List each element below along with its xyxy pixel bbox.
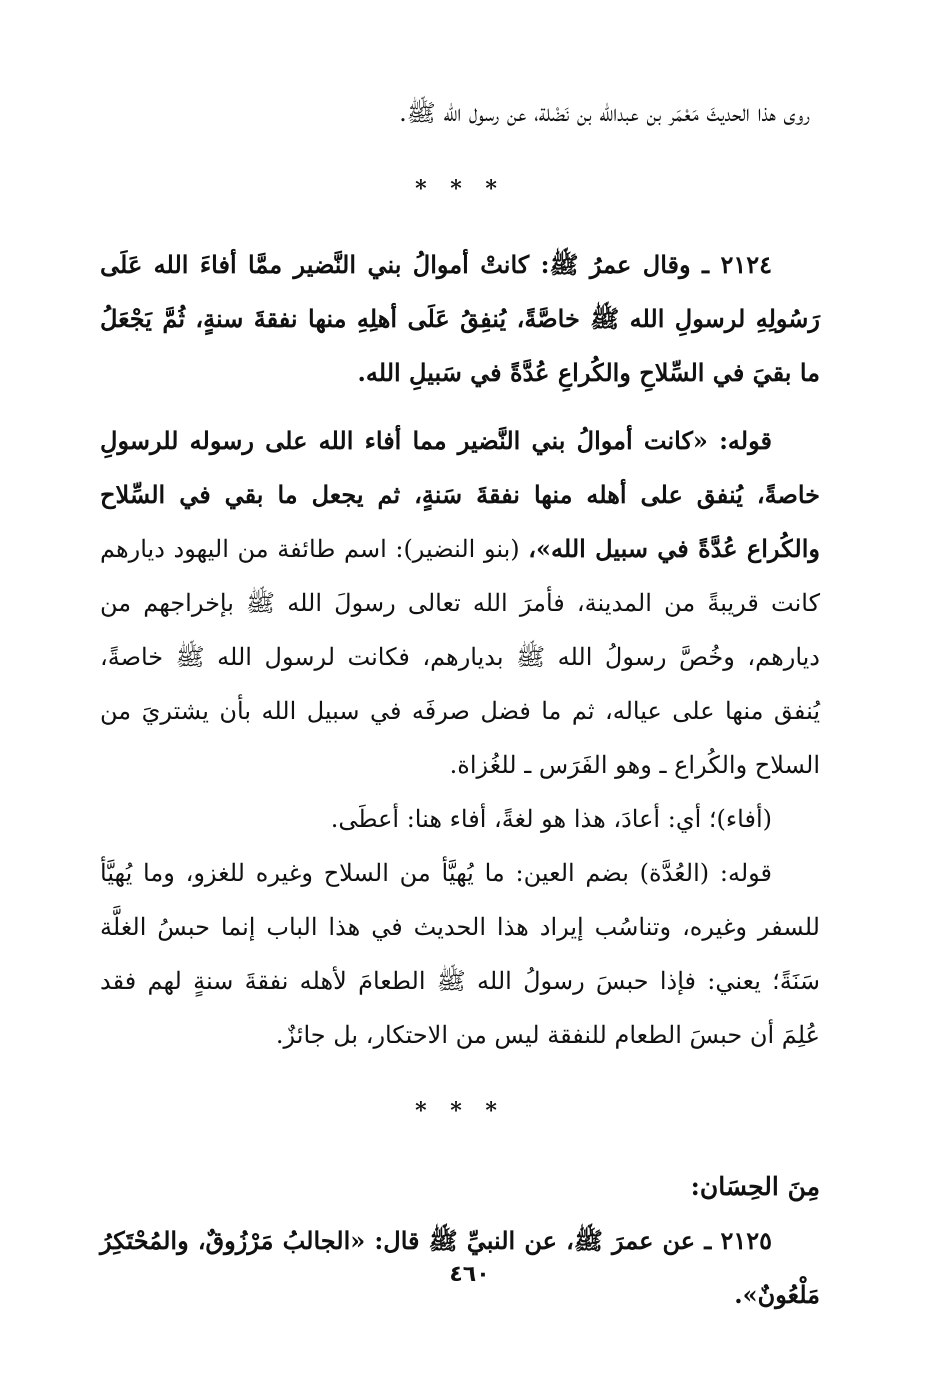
intro-line: روى هذا الحديثَ مَعْمَر بن عبدالله بن نَضْلة، عن رسول الله ﷺ. bbox=[399, 99, 810, 127]
commentary-explanation: (بنو النضير): اسم طائفة من اليهود ديارهم كانت قريبةً من المدينة، فأمرَ الله تعالى رسولَ الله ﷺ بإخراجهم من ديارهم، وخُصَّ رسولُ الله ﷺ بديارهم، فكانت لرسول الله ﷺ خاصةً، يُنفق منها على عياله، ثم ما فضل صرفَه في سبيل الله بأن يشتريَ من السلاح والكُراع ـ وهو الفَرَس ـ للغُزاة. bbox=[100, 535, 820, 779]
commentary-quote: قوله: «كانت أموالُ بني النَّضير مما أفاء الله على رسوله للرسولِ خاصةً، يُنفق على أهله منها نفقةَ سَنةٍ، ثم يجعل ما بقي في السِّلاح والكُراع عُدَّةً في سبيل الله»، bbox=[100, 426, 820, 563]
spacer bbox=[100, 400, 820, 414]
page-number: ٤٦٠ bbox=[449, 1262, 490, 1287]
hadith-2125: ٢١٢٥ ـ عن عمرَ ﷺ، عن النبيِّ ﷺ قال: «الجالبُ مَرْزُوقٌ، والمُحْتَكِرُ مَلْعُونٌ». bbox=[100, 1226, 820, 1309]
section-separator: * * * bbox=[415, 176, 505, 202]
page-body bbox=[100, 86, 820, 1322]
commentary-paragraph-2: (أفاء)؛ أي: أعادَ، هذا هو لغةً، أفاء هنا: أعطَى. bbox=[330, 805, 772, 833]
section-title: مِنَ الحِسَان: bbox=[690, 1172, 820, 1201]
commentary-paragraph-3: قوله: (العُدَّة) بضم العين: ما يُهيَّأ من السلاح وغيره للغزو، وما يُهيَّأ للسفر وغيره، وتناسُب إيراد هذا الحديث في هذا الباب إنما حبسُ الغلَّة سَنَةً؛ يعني: فإذا حبسَ رسولُ الله ﷺ الطعامَ لأهله نفقةَ سنةٍ لهم فقد عُلِمَ أن حبسَ الطعام للنفقة ليس من الاحتكار، بل جائزٌ. bbox=[100, 859, 820, 1049]
commentary-paragraph-1 bbox=[100, 414, 820, 792]
section-separator: * * * bbox=[415, 1098, 505, 1124]
hadith-2124: ٢١٢٤ ـ وقال عمرُ ﷺ: كانتْ أموالُ بني النَّضير ممَّا أفاءَ الله عَلَى رَسُولِهِ لرسولِ الله ﷺ خاصَّةً، يُنفِقُ عَلَى أهلِهِ منها نفقةَ سنةٍ، ثُمَّ يَجْعَلُ ما بقيَ في السِّلاحِ والكُراعِ عُدَّةً في سَبيلِ الله. bbox=[100, 250, 820, 387]
